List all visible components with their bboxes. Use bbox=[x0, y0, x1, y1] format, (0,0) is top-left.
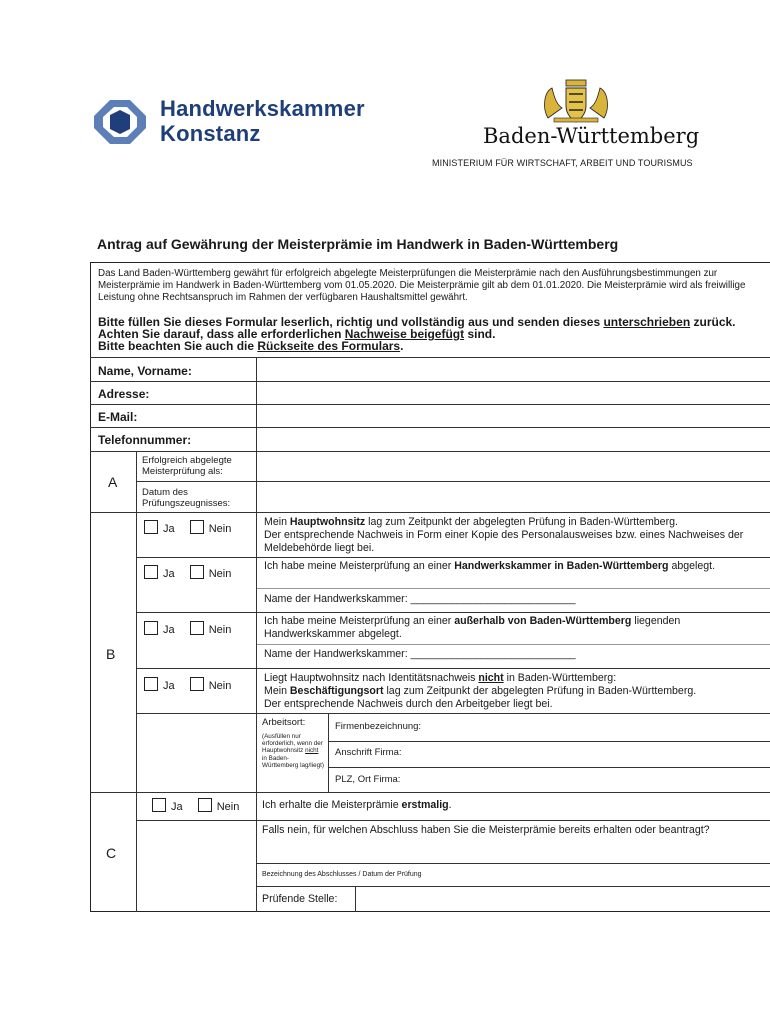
company-address-label: Anschrift Firma: bbox=[335, 747, 402, 758]
b2-no-checkbox[interactable] bbox=[190, 565, 204, 579]
company-label: Firmenbezeichnung: bbox=[335, 721, 422, 732]
email-field[interactable] bbox=[257, 405, 770, 427]
c1-yes-checkbox[interactable] bbox=[152, 798, 166, 812]
degree-field[interactable] bbox=[257, 864, 770, 886]
passed-as-label: Erfolgreich abgelegte Meisterprüfung als: bbox=[142, 455, 232, 477]
passed-as-field[interactable] bbox=[257, 452, 770, 481]
coat-of-arms-icon bbox=[540, 78, 612, 124]
b2-yes-checkbox[interactable] bbox=[144, 565, 158, 579]
phone-field[interactable] bbox=[257, 428, 770, 451]
company-field[interactable] bbox=[440, 714, 770, 741]
b4-yes-checkbox[interactable] bbox=[144, 677, 158, 691]
bw-name: Baden-Württemberg bbox=[483, 124, 700, 148]
c1-text: Ich erhalte die Meisterprämie erstmalig. bbox=[262, 799, 452, 811]
b2-chamber-field[interactable]: Name der Handwerkskammer: ____________________________ bbox=[264, 593, 576, 605]
b3-text: Ich habe meine Meisterprüfung an einer außerhalb von Baden-Württemberg liegenden Handwerkskammer abgelegt. bbox=[264, 615, 681, 640]
form-title: Antrag auf Gewährung der Meisterprämie im Handwerk in Baden-Württemberg bbox=[97, 236, 619, 252]
b2-text: Ich habe meine Meisterprüfung an einer Handwerkskammer in Baden-Württemberg abgelegt. bbox=[264, 560, 716, 572]
b3-yes-no: Ja Nein bbox=[144, 621, 231, 636]
exam-date-field[interactable] bbox=[257, 482, 770, 512]
examiner-label: Prüfende Stelle: bbox=[262, 893, 338, 905]
b3-chamber-field[interactable]: Name der Handwerkskammer: ____________________________ bbox=[264, 648, 576, 660]
c1-no-checkbox[interactable] bbox=[198, 798, 212, 812]
address-field[interactable] bbox=[257, 382, 770, 404]
section-b-letter: B bbox=[106, 646, 116, 662]
b1-text: Mein Hauptwohnsitz lag zum Zeitpunkt der abgelegten Prüfung in Baden-Württemberg. Der entsprechende Nachweis in Form einer Kopie des Personalausweises bzw. eines Nachweises der Meldebehörde liegt bei. bbox=[264, 516, 744, 554]
section-a-letter: A bbox=[108, 474, 118, 490]
address-label: Adresse: bbox=[98, 387, 150, 401]
name-label: Name, Vorname: bbox=[98, 364, 192, 378]
intro-text: Das Land Baden-Württemberg gewährt für erfolgreich abgelegte Meisterprüfungen die Meisterprämie nach den Ausführungsbestimmungen zur Meisterprämie im Handwerk in Baden-Württemberg vom 01.05.2020. Die Meisterprämie gilt ab dem 01.01.2020. Die Meisterprämie wird als freiwillige Leistung ohne Rechtsanspruch im Rahmen der verfügbaren Haushaltsmittel gewährt. bbox=[98, 268, 746, 303]
phone-label: Telefonnummer: bbox=[98, 433, 192, 447]
warning-text: Bitte füllen Sie dieses Formular leserlich, richtig und vollständig aus und senden dieses unterschrieben zurück. Achten Sie darauf, dass alle erforderlichen Nachweise beigefügt sind. Bitte beachten Sie auch die Rückseite des Formulars. bbox=[98, 315, 736, 353]
name-field[interactable] bbox=[257, 358, 770, 381]
examiner-field[interactable] bbox=[356, 887, 770, 911]
email-label: E-Mail: bbox=[98, 410, 138, 424]
hwk-logo-icon bbox=[94, 100, 146, 144]
exam-date-label: Datum des Prüfungszeugnisses: bbox=[142, 487, 231, 509]
zip-city-label: PLZ, Ort Firma: bbox=[335, 774, 401, 785]
hwk-name: Handwerkskammer Konstanz bbox=[160, 96, 365, 146]
b4-yes-no: Ja Nein bbox=[144, 677, 231, 692]
degree-label: Bezeichnung des Abschlusses / Datum der Prüfung bbox=[262, 871, 422, 878]
b3-no-checkbox[interactable] bbox=[190, 621, 204, 635]
b1-no-checkbox[interactable] bbox=[190, 520, 204, 534]
zip-city-field[interactable] bbox=[440, 768, 770, 792]
b4-text: Liegt Hauptwohnsitz nach Identitätsnachweis nicht in Baden-Württemberg: Mein Beschäftigungsort lag zum Zeitpunkt der abgelegten Prüfung in Baden-Württemberg. Der entsprechende Nachweis durch den Arbeitgeber liegt bei. bbox=[264, 672, 697, 710]
c1-yes-no: Ja Nein bbox=[152, 798, 239, 813]
workplace-label: Arbeitsort: bbox=[262, 717, 306, 728]
b2-yes-no: Ja Nein bbox=[144, 565, 231, 580]
b3-yes-checkbox[interactable] bbox=[144, 621, 158, 635]
b1-yes-checkbox[interactable] bbox=[144, 520, 158, 534]
section-c-letter: C bbox=[106, 845, 117, 861]
c2-text: Falls nein, für welchen Abschluss haben Sie die Meisterprämie bereits erhalten oder beantragt? bbox=[262, 824, 710, 836]
b4-no-checkbox[interactable] bbox=[190, 677, 204, 691]
ministry-name: MINISTERIUM FÜR WIRTSCHAFT, ARBEIT UND TOURISMUS bbox=[432, 158, 693, 168]
b1-yes-no: Ja Nein bbox=[144, 520, 231, 535]
company-address-field[interactable] bbox=[440, 742, 770, 767]
workplace-note: (Ausfüllen nur erforderlich, wenn der Hauptwohnsitz nicht in Baden-Württemberg lag/liegt) bbox=[262, 733, 324, 769]
